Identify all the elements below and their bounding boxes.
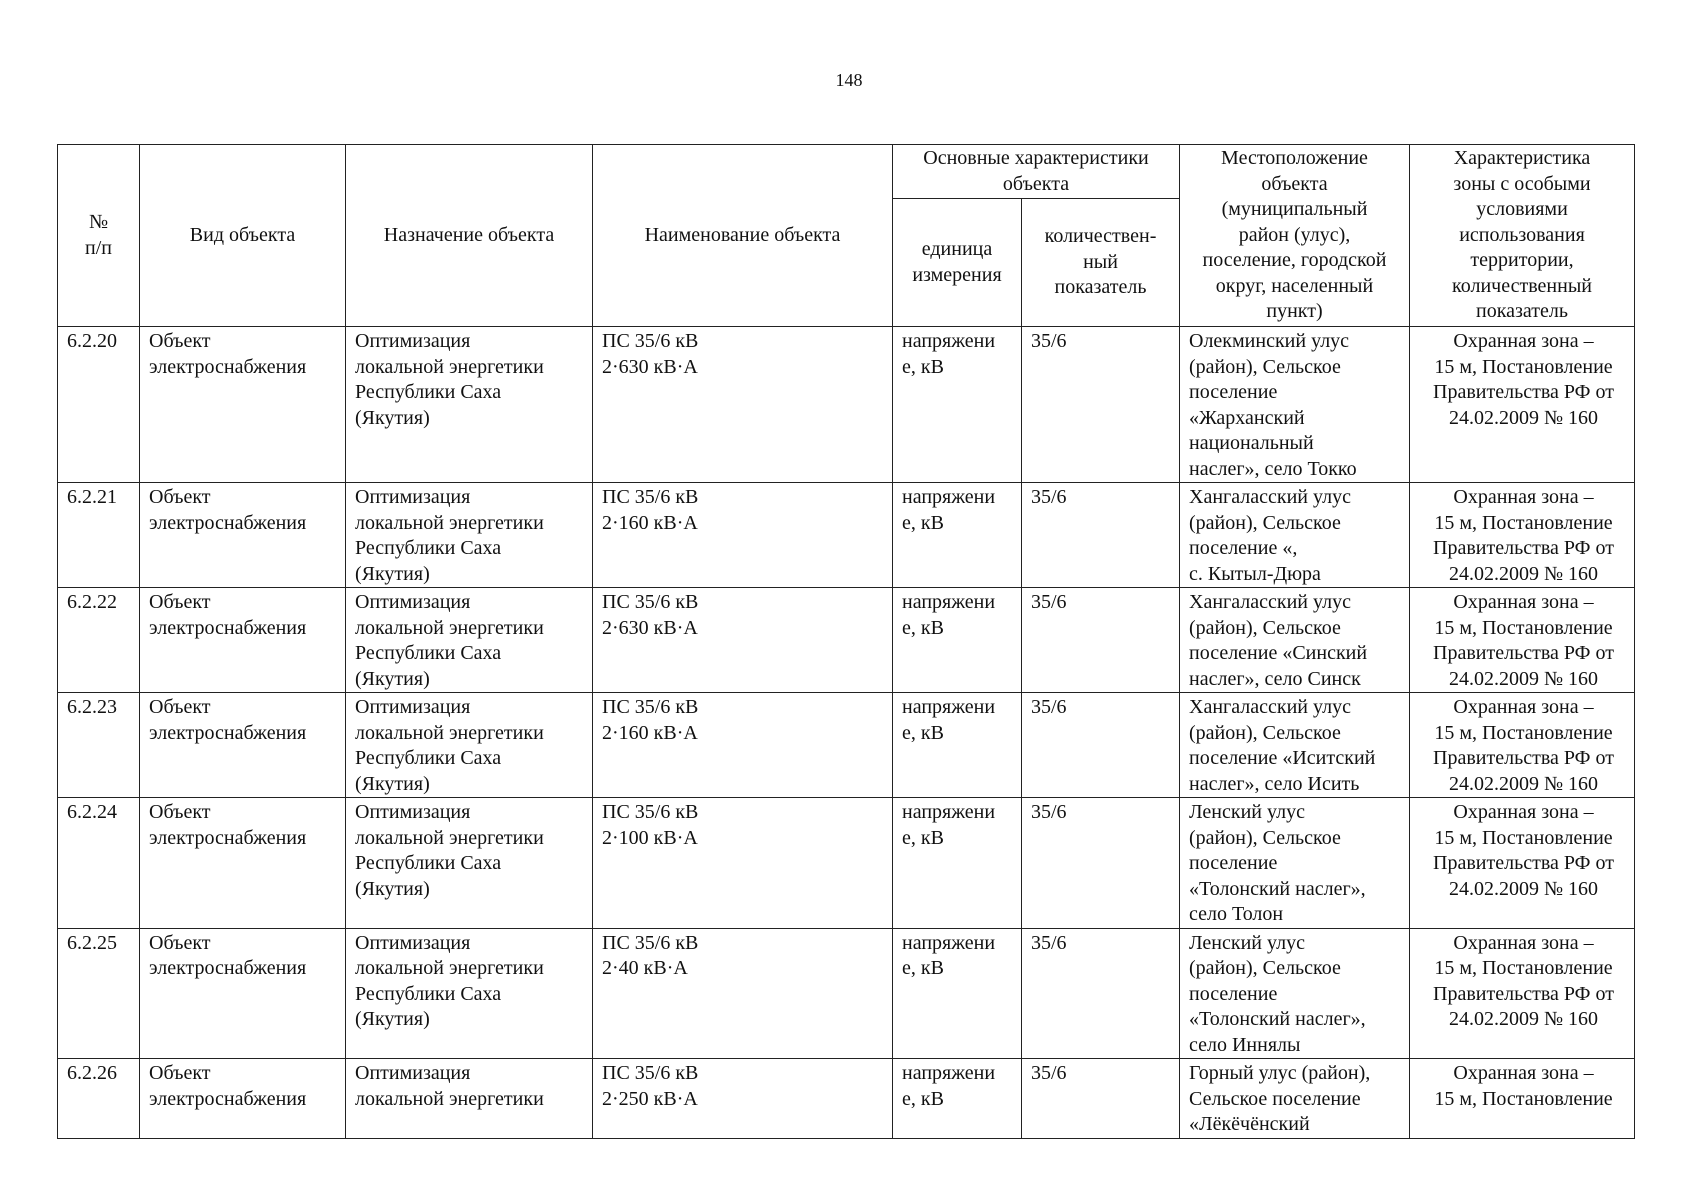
cell-zone-line: 15 м, Постановление: [1434, 826, 1613, 849]
cell-name: [593, 327, 893, 483]
cell-zone-line: Охранная зона –: [1453, 931, 1594, 954]
cell-name-line: 2·160 кВ·А: [602, 511, 698, 534]
cell-quantity: 35/6: [1022, 693, 1180, 798]
cell-location-line: Ленский улус: [1189, 931, 1305, 954]
cell-name-line: 2·250 кВ·А: [602, 1087, 698, 1110]
cell-zone-line: 15 м, Постановление: [1434, 616, 1613, 639]
cell-location-line: поселение «Синский: [1189, 642, 1368, 664]
cell-zone-line: 24.02.2009 № 160: [1448, 562, 1599, 585]
cell-unit-line: е, кВ: [902, 616, 944, 639]
table-row: [58, 588, 1635, 693]
cell-zone: [1410, 483, 1635, 588]
cell-name-line: 2·40 кВ·А: [602, 957, 688, 979]
table-row: [58, 483, 1635, 588]
cell-zone-line: 24.02.2009 № 160: [1448, 772, 1599, 795]
cell-zone-line: 24.02.2009 № 160: [1448, 1008, 1599, 1030]
cell-num: 6.2.20: [58, 327, 140, 483]
table-header: [58, 145, 1635, 327]
cell-location: [1180, 798, 1410, 929]
cell-zone-line: 24.02.2009 № 160: [1448, 406, 1599, 429]
cell-purpose-line: (Якутия): [355, 772, 430, 795]
cell-kind-line: Объект: [149, 486, 211, 508]
cell-zone-line: Правительства РФ от: [1433, 747, 1614, 769]
cell-kind-line: электроснабжения: [149, 1087, 307, 1110]
cell-unit: [893, 483, 1022, 588]
cell-purpose: [346, 693, 593, 798]
cell-num: 6.2.23: [58, 693, 140, 798]
cell-zone-line: 24.02.2009 № 160: [1448, 877, 1599, 900]
cell-kind: [140, 928, 346, 1059]
cell-purpose-line: Республики Саха: [355, 381, 502, 403]
cell-location: [1180, 483, 1410, 588]
cell-location-line: «Жарханский: [1189, 406, 1305, 429]
cell-purpose-line: (Якутия): [355, 406, 430, 429]
cell-zone-line: 15 м, Постановление: [1434, 511, 1613, 534]
cell-purpose-line: Оптимизация: [355, 591, 471, 613]
cell-zone-line: Правительства РФ от: [1433, 642, 1614, 664]
cell-purpose-line: локальной энергетики: [355, 957, 544, 979]
cell-kind: [140, 327, 346, 483]
cell-name-line: ПС 35/6 кВ: [602, 801, 699, 823]
cell-kind-line: Объект: [149, 696, 211, 718]
cell-location-line: село Толон: [1189, 903, 1284, 925]
cell-zone-line: 15 м, Постановление: [1434, 721, 1613, 744]
cell-location-line: «Толонский наслег»,: [1189, 1008, 1366, 1030]
cell-location-line: (район), Сельское: [1189, 616, 1341, 639]
cell-num: 6.2.21: [58, 483, 140, 588]
cell-kind-line: Объект: [149, 591, 211, 613]
cell-zone-line: Охранная зона –: [1453, 486, 1594, 508]
cell-location-line: наслег», село Синск: [1189, 667, 1361, 690]
cell-purpose-line: Оптимизация: [355, 931, 471, 954]
cell-location-line: Хангаласский улус: [1189, 591, 1351, 613]
cell-purpose-line: Республики Саха: [355, 982, 502, 1005]
cell-quantity: 35/6: [1022, 483, 1180, 588]
cell-kind: [140, 1059, 346, 1139]
cell-unit: [893, 327, 1022, 483]
cell-unit: [893, 1059, 1022, 1139]
cell-unit-line: напряжени: [902, 1062, 996, 1084]
cell-location-line: поселение: [1189, 381, 1278, 403]
cell-location: [1180, 693, 1410, 798]
cell-purpose-line: Оптимизация: [355, 330, 471, 352]
cell-purpose-line: Оптимизация: [355, 801, 471, 823]
cell-name: [593, 798, 893, 929]
header-unit: единица измерения: [893, 199, 1022, 327]
cell-unit-line: е, кВ: [902, 826, 944, 849]
cell-location-line: (район), Сельское: [1189, 957, 1341, 979]
cell-kind: [140, 483, 346, 588]
cell-unit-line: напряжени: [902, 801, 996, 823]
cell-location-line: Горный улус (район),: [1189, 1062, 1371, 1084]
header-name: Наименование объекта: [593, 145, 893, 327]
cell-purpose-line: локальной энергетики: [355, 355, 544, 378]
cell-zone-line: 15 м, Постановление: [1434, 1087, 1613, 1110]
cell-purpose-line: локальной энергетики: [355, 511, 544, 534]
cell-name-line: 2·630 кВ·А: [602, 355, 698, 378]
cell-location: [1180, 588, 1410, 693]
cell-location-line: Хангаласский улус: [1189, 486, 1351, 508]
cell-kind-line: электроснабжения: [149, 616, 307, 639]
cell-location-line: поселение «,: [1189, 537, 1298, 559]
cell-zone: [1410, 327, 1635, 483]
cell-kind-line: электроснабжения: [149, 826, 307, 849]
cell-unit-line: напряжени: [902, 591, 996, 613]
cell-purpose-line: Республики Саха: [355, 747, 502, 769]
cell-location-line: Хангаласский улус: [1189, 696, 1351, 718]
cell-unit-line: напряжени: [902, 931, 996, 954]
cell-purpose-line: локальной энергетики: [355, 721, 544, 744]
cell-location-line: наслег», село Токко: [1189, 457, 1357, 480]
cell-zone-line: Правительства РФ от: [1433, 537, 1614, 559]
cell-num: 6.2.26: [58, 1059, 140, 1139]
cell-purpose-line: (Якутия): [355, 1008, 430, 1030]
cell-location-line: Сельское поселение: [1189, 1087, 1361, 1110]
cell-purpose-line: Республики Саха: [355, 642, 502, 664]
cell-kind-line: электроснабжения: [149, 957, 307, 979]
objects-table: [57, 144, 1635, 1139]
cell-purpose-line: локальной энергетики: [355, 1087, 544, 1110]
header-main-chars: Основные характеристики объекта: [893, 145, 1180, 199]
cell-purpose-line: Республики Саха: [355, 852, 502, 874]
table-row: [58, 1059, 1635, 1139]
cell-kind-line: Объект: [149, 801, 211, 823]
cell-zone-line: Правительства РФ от: [1433, 982, 1614, 1005]
cell-unit-line: е, кВ: [902, 511, 944, 534]
cell-location: [1180, 327, 1410, 483]
cell-location-line: поселение «Иситский: [1189, 747, 1376, 769]
cell-purpose: [346, 483, 593, 588]
table-row: [58, 693, 1635, 798]
cell-zone-line: Охранная зона –: [1453, 1062, 1594, 1084]
cell-location-line: национальный: [1189, 432, 1314, 454]
cell-location-line: (район), Сельское: [1189, 511, 1341, 534]
cell-purpose-line: Оптимизация: [355, 1062, 471, 1084]
cell-location-line: с. Кытыл-Дюра: [1189, 562, 1321, 585]
cell-location-line: село Иннялы: [1189, 1033, 1301, 1056]
cell-purpose-line: (Якутия): [355, 877, 430, 900]
cell-unit: [893, 588, 1022, 693]
cell-zone-line: 15 м, Постановление: [1434, 355, 1613, 378]
header-kind: Вид объекта: [140, 145, 346, 327]
cell-name: [593, 928, 893, 1059]
cell-zone-line: Охранная зона –: [1453, 591, 1594, 613]
cell-purpose-line: Оптимизация: [355, 696, 471, 718]
cell-name-line: ПС 35/6 кВ: [602, 931, 699, 954]
cell-kind-line: электроснабжения: [149, 511, 307, 534]
cell-purpose-line: Республики Саха: [355, 537, 502, 559]
cell-purpose: [346, 1059, 593, 1139]
cell-zone-line: Правительства РФ от: [1433, 852, 1614, 874]
cell-num: 6.2.24: [58, 798, 140, 929]
cell-location-line: Олекминский улус: [1189, 330, 1350, 352]
cell-kind-line: Объект: [149, 931, 211, 954]
cell-quantity: 35/6: [1022, 798, 1180, 929]
cell-name-line: ПС 35/6 кВ: [602, 1062, 699, 1084]
cell-name-line: ПС 35/6 кВ: [602, 591, 699, 613]
cell-zone-line: Охранная зона –: [1453, 330, 1594, 352]
cell-name: [593, 693, 893, 798]
cell-unit-line: е, кВ: [902, 355, 944, 378]
cell-zone-line: Охранная зона –: [1453, 696, 1594, 718]
header-purpose: Назначение объекта: [346, 145, 593, 327]
cell-unit-line: е, кВ: [902, 957, 944, 979]
cell-location-line: Ленский улус: [1189, 801, 1305, 823]
table-row: [58, 798, 1635, 929]
cell-name-line: ПС 35/6 кВ: [602, 486, 699, 508]
cell-kind-line: электроснабжения: [149, 355, 307, 378]
header-zone: Характеристика зоны с особыми условиями использования территории, количественный показатель: [1410, 145, 1635, 327]
cell-zone: [1410, 1059, 1635, 1139]
cell-name-line: 2·630 кВ·А: [602, 616, 698, 639]
cell-location-line: «Толонский наслег»,: [1189, 877, 1366, 900]
header-quantity: количествен- ный показатель: [1022, 199, 1180, 327]
cell-unit-line: е, кВ: [902, 721, 944, 744]
cell-kind: [140, 693, 346, 798]
cell-purpose-line: локальной энергетики: [355, 616, 544, 639]
cell-zone: [1410, 588, 1635, 693]
cell-name: [593, 588, 893, 693]
cell-kind: [140, 798, 346, 929]
cell-location-line: (район), Сельское: [1189, 721, 1341, 744]
cell-purpose: [346, 327, 593, 483]
cell-unit-line: напряжени: [902, 696, 996, 718]
cell-purpose-line: Оптимизация: [355, 486, 471, 508]
table-row: [58, 327, 1635, 483]
cell-location-line: (район), Сельское: [1189, 355, 1341, 378]
cell-unit-line: напряжени: [902, 486, 996, 508]
cell-quantity: 35/6: [1022, 928, 1180, 1059]
cell-name: [593, 483, 893, 588]
cell-zone-line: 24.02.2009 № 160: [1448, 667, 1599, 690]
cell-unit: [893, 798, 1022, 929]
cell-kind-line: Объект: [149, 1062, 211, 1084]
cell-name-line: 2·160 кВ·А: [602, 721, 698, 744]
cell-purpose-line: локальной энергетики: [355, 826, 544, 849]
cell-purpose-line: (Якутия): [355, 667, 430, 690]
table-row: [58, 928, 1635, 1059]
cell-quantity: 35/6: [1022, 1059, 1180, 1139]
cell-unit: [893, 928, 1022, 1059]
cell-unit: [893, 693, 1022, 798]
cell-num: 6.2.25: [58, 928, 140, 1059]
cell-location: [1180, 928, 1410, 1059]
cell-location: [1180, 1059, 1410, 1139]
cell-zone: [1410, 928, 1635, 1059]
cell-name: [593, 1059, 893, 1139]
cell-location-line: (район), Сельское: [1189, 826, 1341, 849]
header-location: Местоположение объекта (муниципальный район (улус), поселение, городской округ, населенный пункт): [1180, 145, 1410, 327]
cell-zone: [1410, 693, 1635, 798]
page-number: 148: [835, 70, 863, 90]
cell-unit-line: напряжени: [902, 330, 996, 352]
cell-zone-line: Охранная зона –: [1453, 801, 1594, 823]
cell-zone-line: 15 м, Постановление: [1434, 957, 1613, 979]
cell-purpose: [346, 928, 593, 1059]
cell-location-line: поселение: [1189, 982, 1278, 1005]
cell-kind-line: Объект: [149, 330, 211, 352]
cell-num: 6.2.22: [58, 588, 140, 693]
cell-name-line: ПС 35/6 кВ: [602, 330, 699, 352]
cell-kind-line: электроснабжения: [149, 721, 307, 744]
cell-location-line: наслег», село Исить: [1189, 772, 1360, 795]
header-num: № п/п: [58, 145, 140, 327]
cell-unit-line: е, кВ: [902, 1087, 944, 1110]
cell-zone: [1410, 798, 1635, 929]
table-body: [58, 327, 1635, 1139]
cell-name-line: ПС 35/6 кВ: [602, 696, 699, 718]
cell-location-line: «Лёкёчёнский: [1189, 1113, 1310, 1135]
cell-kind: [140, 588, 346, 693]
cell-location-line: поселение: [1189, 852, 1278, 874]
cell-name-line: 2·100 кВ·А: [602, 826, 698, 849]
cell-quantity: 35/6: [1022, 588, 1180, 693]
cell-purpose: [346, 588, 593, 693]
cell-quantity: 35/6: [1022, 327, 1180, 483]
cell-purpose: [346, 798, 593, 929]
cell-purpose-line: (Якутия): [355, 562, 430, 585]
cell-zone-line: Правительства РФ от: [1433, 381, 1614, 403]
